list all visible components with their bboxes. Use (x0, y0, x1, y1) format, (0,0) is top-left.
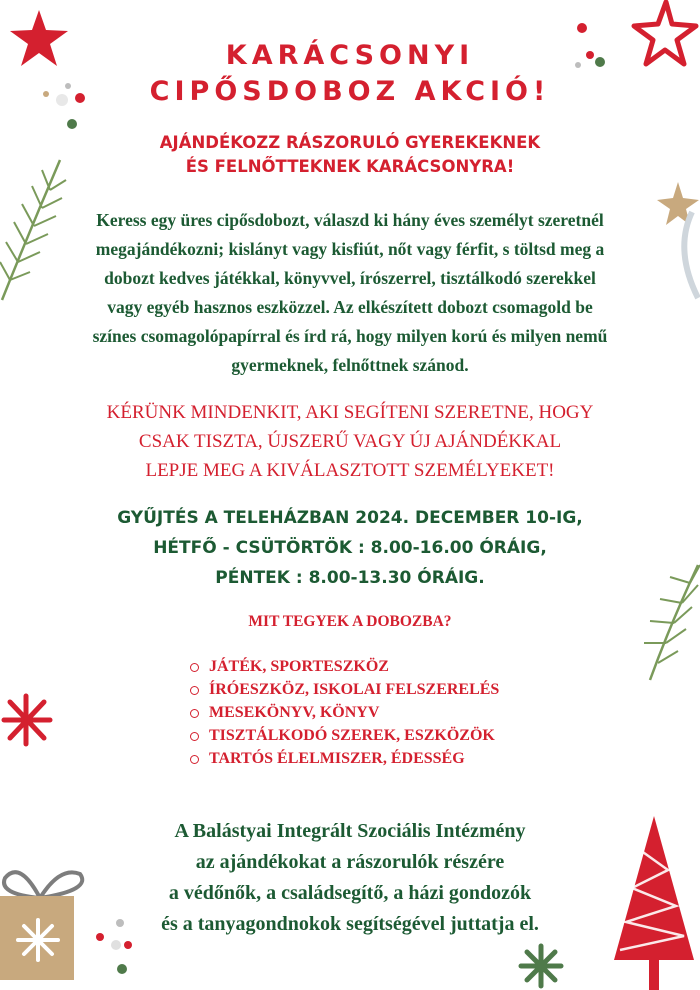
body-paragraph (55, 206, 645, 380)
collection-line-3: PÉNTEK : 8.00-13.30 ÓRÁIG. (215, 568, 485, 588)
body-line: vagy egyéb hasznos eszközzel. Az elkészített dobozt csomagold be (107, 297, 593, 317)
body-line: dobozt kedves játékkal, könyvvel, írószerrel, tisztálkodó szerekkel (104, 268, 596, 288)
collection-info (0, 503, 700, 593)
list-item-label: JÁTÉK, SPORTESZKÖZ (209, 658, 389, 675)
list-item (190, 701, 499, 724)
title-line-2: CIPŐSDOBOZ AKCIÓ! (149, 76, 551, 107)
footer-line-3: a védőnők, a családsegítő, a házi gondozók (168, 882, 532, 904)
collection-line-2: HÉTFŐ - CSÜTÖRTÖK : 8.00-16.00 ÓRÁIG, (153, 538, 547, 558)
items-heading: MIT TEGYEK A DOBOZBA? (248, 613, 452, 630)
snowflake-icon (517, 942, 565, 990)
body-line: színes csomagolópapírral és írd rá, hogy milyen korú és milyen nemű (92, 326, 608, 346)
circle-bullet-icon (190, 732, 199, 741)
subtitle-line-1: AJÁNDÉKOZZ RÁSZORULÓ GYEREKEKNEK (159, 133, 541, 152)
list-item-label: ÍRÓESZKÖZ, ISKOLAI FELSZERELÉS (209, 681, 500, 698)
footer-paragraph (100, 816, 600, 940)
circle-bullet-icon (190, 686, 199, 695)
appeal-line-3: LEPJE MEG A KIVÁLASZTOTT SZEMÉLYEKET! (145, 460, 555, 481)
title-line-1: KARÁCSONYI (225, 40, 475, 71)
collection-line-1: GYŰJTÉS A TELEHÁZBAN 2024. DECEMBER 10-IG, (117, 508, 583, 528)
footer-line-4: és a tanyagondnokok segítségével juttatja el. (161, 913, 539, 935)
list-item-label: MESEKÖNYV, KÖNYV (209, 704, 380, 721)
appeal-line-2: CSAK TISZTA, ÚJSZERŰ VAGY ÚJ AJÁNDÉKKAL (138, 431, 562, 452)
list-item-label: TARTÓS ÉLELMISZER, ÉDESSÉG (209, 750, 465, 767)
gift-box-icon (0, 860, 100, 990)
circle-bullet-icon (190, 663, 199, 672)
list-item (190, 724, 499, 747)
circle-bullet-icon (190, 709, 199, 718)
list-item-label: TISZTÁLKODÓ SZEREK, ESZKÖZÖK (209, 727, 495, 744)
body-line: gyermeknek, felnőttnek szánod. (231, 355, 469, 375)
circle-bullet-icon (190, 755, 199, 764)
snowflake-icon (0, 690, 56, 750)
appeal-paragraph (30, 398, 670, 485)
list-item (190, 655, 499, 678)
body-line: megajándékozni; kislányt vagy kisfiút, nőt vagy férfit, s töltsd meg a (95, 239, 605, 259)
items-list (190, 655, 499, 770)
christmas-tree-icon (606, 810, 700, 990)
subtitle-line-2: ÉS FELNŐTTEKNEK KARÁCSONYRA! (185, 157, 515, 176)
pine-branch-icon (672, 210, 700, 300)
body-line: Keress egy üres cipősdobozt, válaszd ki hány éves személyt szeretnél (96, 210, 604, 230)
appeal-line-1: KÉRÜNK MINDENKIT, AKI SEGÍTENI SZERETNE, HOGY (106, 402, 594, 423)
list-item (190, 678, 499, 701)
list-item (190, 747, 499, 770)
footer-line-1: A Balástyai Integrált Szociális Intézmény (174, 820, 526, 842)
footer-line-2: az ajándékokat a rászorulók részére (195, 851, 505, 873)
